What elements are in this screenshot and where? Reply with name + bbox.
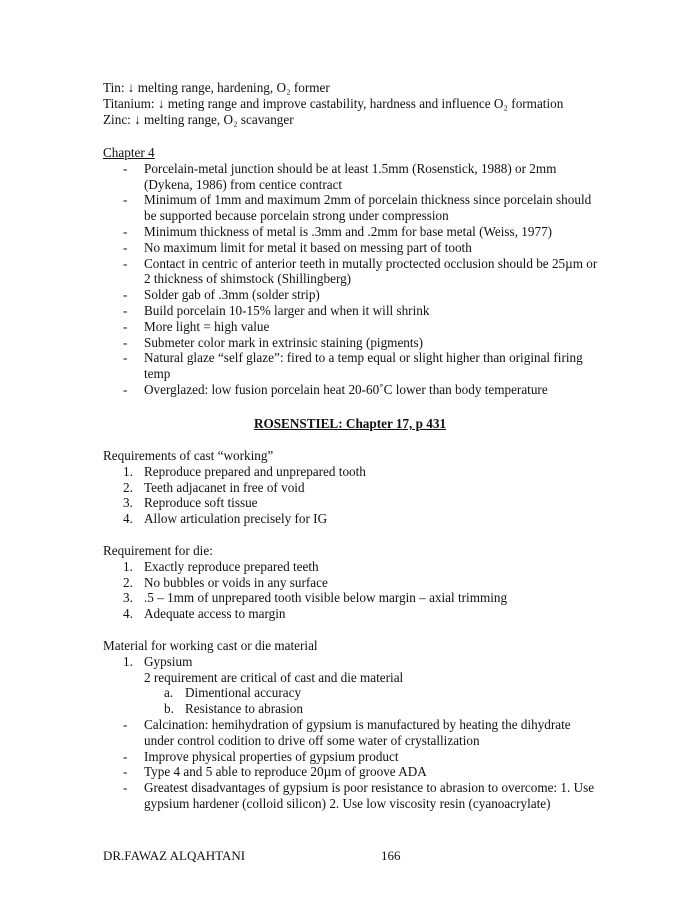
titanium-line: Titanium: ↓ meting range and improve castability, hardness and influence O₂ formation — [103, 95, 564, 111]
bullet-dash: - — [123, 287, 128, 303]
material-sub-item — [103, 701, 643, 717]
die-requirement-item-number: 3. — [123, 590, 133, 606]
die-requirement-item-text: No bubbles or voids in any surface — [144, 574, 328, 590]
die-requirements-heading: Requirement for die: — [103, 543, 213, 558]
chapter-4-item-line: Build porcelain 10-15% larger and when it will shrink — [144, 302, 430, 318]
die-requirements-section — [103, 543, 643, 622]
chapter-4-item — [103, 161, 643, 193]
material-sub-item-text: Dimentional accuracy — [185, 685, 302, 701]
die-requirements-list — [103, 559, 643, 622]
footer-page-number: 166 — [381, 848, 401, 863]
chapter-4-item — [103, 287, 643, 303]
cast-requirements-section — [103, 448, 643, 527]
bullet-dash: - — [123, 192, 128, 208]
die-requirement-item — [103, 590, 643, 606]
cast-requirements-heading: Requirements of cast “working” — [103, 448, 274, 463]
chapter-4-item-line: Submeter color mark in extrinsic staining (pigments) — [144, 334, 424, 350]
die-requirement-item-text: Adequate access to margin — [144, 606, 286, 622]
material-section — [103, 638, 643, 812]
chapter-4-item-line: be supported because porcelain strong under compression — [144, 208, 449, 224]
cast-requirement-item-number: 2. — [123, 479, 133, 495]
cast-requirement-item-number: 3. — [123, 495, 133, 511]
material-bullet-line: under control codition to drive off some water of crystallization — [144, 732, 480, 748]
die-requirement-item-text: .5 – 1mm of unprepared tooth visible below margin – axial trimming — [144, 590, 508, 606]
die-requirement-item — [103, 606, 643, 622]
bullet-dash: - — [123, 381, 128, 397]
chapter-4-item — [103, 256, 643, 288]
chapter-4-item-line: (Dykena, 1986) from centice contract — [144, 176, 343, 192]
chapter-4-item-line: Natural glaze “self glaze”: fired to a temp equal or slight higher than original firing — [144, 350, 583, 366]
chapter-4-item-line: Minimum of 1mm and maximum 2mm of porcelain thickness since porcelain should — [144, 192, 592, 208]
cast-requirement-item-number: 4. — [123, 511, 133, 527]
chapter-4-item — [103, 303, 643, 319]
cast-requirement-item — [103, 511, 643, 527]
bullet-dash: - — [123, 318, 128, 334]
chapter-4-item-line: More light = high value — [144, 318, 270, 334]
element-notes — [103, 80, 643, 127]
die-requirement-item-text: Exactly reproduce prepared teeth — [144, 558, 319, 574]
chapter-4-section — [103, 145, 643, 398]
cast-requirement-item-text: Reproduce soft tissue — [144, 495, 258, 511]
bullet-dash: - — [123, 302, 128, 318]
material-sub-list — [103, 685, 643, 717]
chapter-4-item-line: Solder gab of .3mm (solder strip) — [144, 287, 320, 303]
bullet-dash: - — [123, 780, 128, 796]
zinc-line: Zinc: ↓ melting range, O₂ scavanger — [103, 111, 294, 127]
cast-requirement-item — [103, 464, 643, 480]
material-bullet-item — [103, 764, 643, 780]
bullet-dash: - — [123, 334, 128, 350]
chapter-4-item — [103, 319, 643, 335]
material-bullet-item — [103, 717, 643, 749]
die-requirement-item — [103, 559, 643, 575]
material-sub-item — [103, 685, 643, 701]
chapter-4-heading: Chapter 4 — [103, 145, 155, 160]
chapter-4-item — [103, 224, 643, 240]
footer-author: DR.FAWAZ ALQAHTANI — [103, 848, 246, 863]
chapter-4-item — [103, 382, 643, 398]
chapter-4-item-line: Minimum thickness of metal is .3mm and .2mm for base metal (Weiss, 1977) — [144, 223, 553, 239]
bullet-dash: - — [123, 716, 128, 732]
cast-requirement-item-text: Reproduce prepared and unprepared tooth — [144, 463, 366, 479]
cast-requirement-item — [103, 480, 643, 496]
cast-requirement-item-text: Allow articulation precisely for IG — [144, 511, 328, 527]
chapter-4-item-line: Overglazed: low fusion porcelain heat 20-60˚C lower than body temperature — [144, 381, 548, 397]
die-requirement-item-number: 4. — [123, 606, 133, 622]
bullet-dash: - — [123, 748, 128, 764]
material-item — [103, 654, 643, 670]
die-requirement-item-number: 2. — [123, 574, 133, 590]
material-item-number: 1. — [123, 653, 133, 669]
die-requirement-item-number: 1. — [123, 558, 133, 574]
cast-requirement-item-text: Teeth adjacanet in free of void — [144, 479, 305, 495]
bullet-dash: - — [123, 764, 128, 780]
material-bullet-item — [103, 749, 643, 765]
material-bullet-line: Calcination: hemihydration of gypsium is manufactured by heating the dihydrate — [144, 716, 571, 732]
cast-requirement-item — [103, 495, 643, 511]
chapter-4-item-line: temp — [144, 366, 171, 382]
material-bullet-line: gypsium hardener (colloid silicon) 2. Use low viscosity resin (cyanoacrylate) — [144, 795, 551, 811]
material-sub-item-text: Resistance to abrasion — [185, 701, 303, 717]
section-title: ROSENSTIEL: Chapter 17, p 431 — [253, 416, 447, 431]
die-requirement-item — [103, 575, 643, 591]
chapter-4-item — [103, 192, 643, 224]
material-sub-item-letter: b. — [164, 701, 174, 717]
chapter-4-item-line: Porcelain-metal junction should be at least 1.5mm (Rosenstick, 1988) or 2mm — [144, 160, 557, 176]
bullet-dash: - — [123, 239, 128, 255]
material-bullet-line: Improve physical properties of gypsium product — [144, 748, 399, 764]
material-bullet-item — [103, 780, 643, 812]
material-sub-item-letter: a. — [164, 685, 174, 701]
chapter-4-item-line: 2 thickness of shimstock (Shillingberg) — [144, 271, 352, 287]
cast-requirement-item-number: 1. — [123, 463, 133, 479]
bullet-dash: - — [123, 223, 128, 239]
chapter-4-item-line: No maximum limit for metal it based on messing part of tooth — [144, 239, 472, 255]
chapter-4-list — [103, 161, 643, 398]
material-list — [103, 654, 643, 670]
tin-line: Tin: ↓ melting range, hardening, O₂ former — [103, 80, 330, 95]
chapter-4-item — [103, 350, 643, 382]
material-bullet-list — [103, 717, 643, 812]
cast-requirements-list — [103, 464, 643, 527]
chapter-4-item — [103, 240, 643, 256]
material-bullet-line: Type 4 and 5 able to reproduce 20µm of groove ADA — [144, 764, 427, 780]
bullet-dash: - — [123, 160, 128, 176]
chapter-4-item — [103, 335, 643, 351]
material-heading: Material for working cast or die material — [103, 638, 318, 653]
material-bullet-line: Greatest disadvantages of gypsium is poor resistance to abrasion to overcome: 1. Use — [144, 780, 595, 796]
bullet-dash: - — [123, 350, 128, 366]
material-item-text: Gypsium — [144, 653, 193, 669]
bullet-dash: - — [123, 255, 128, 271]
material-sub-text: 2 requirement are critical of cast and die material — [144, 669, 404, 685]
chapter-4-item-line: Contact in centric of anterior teeth in mutally proctected occlusion should be 25µm or — [144, 255, 598, 271]
